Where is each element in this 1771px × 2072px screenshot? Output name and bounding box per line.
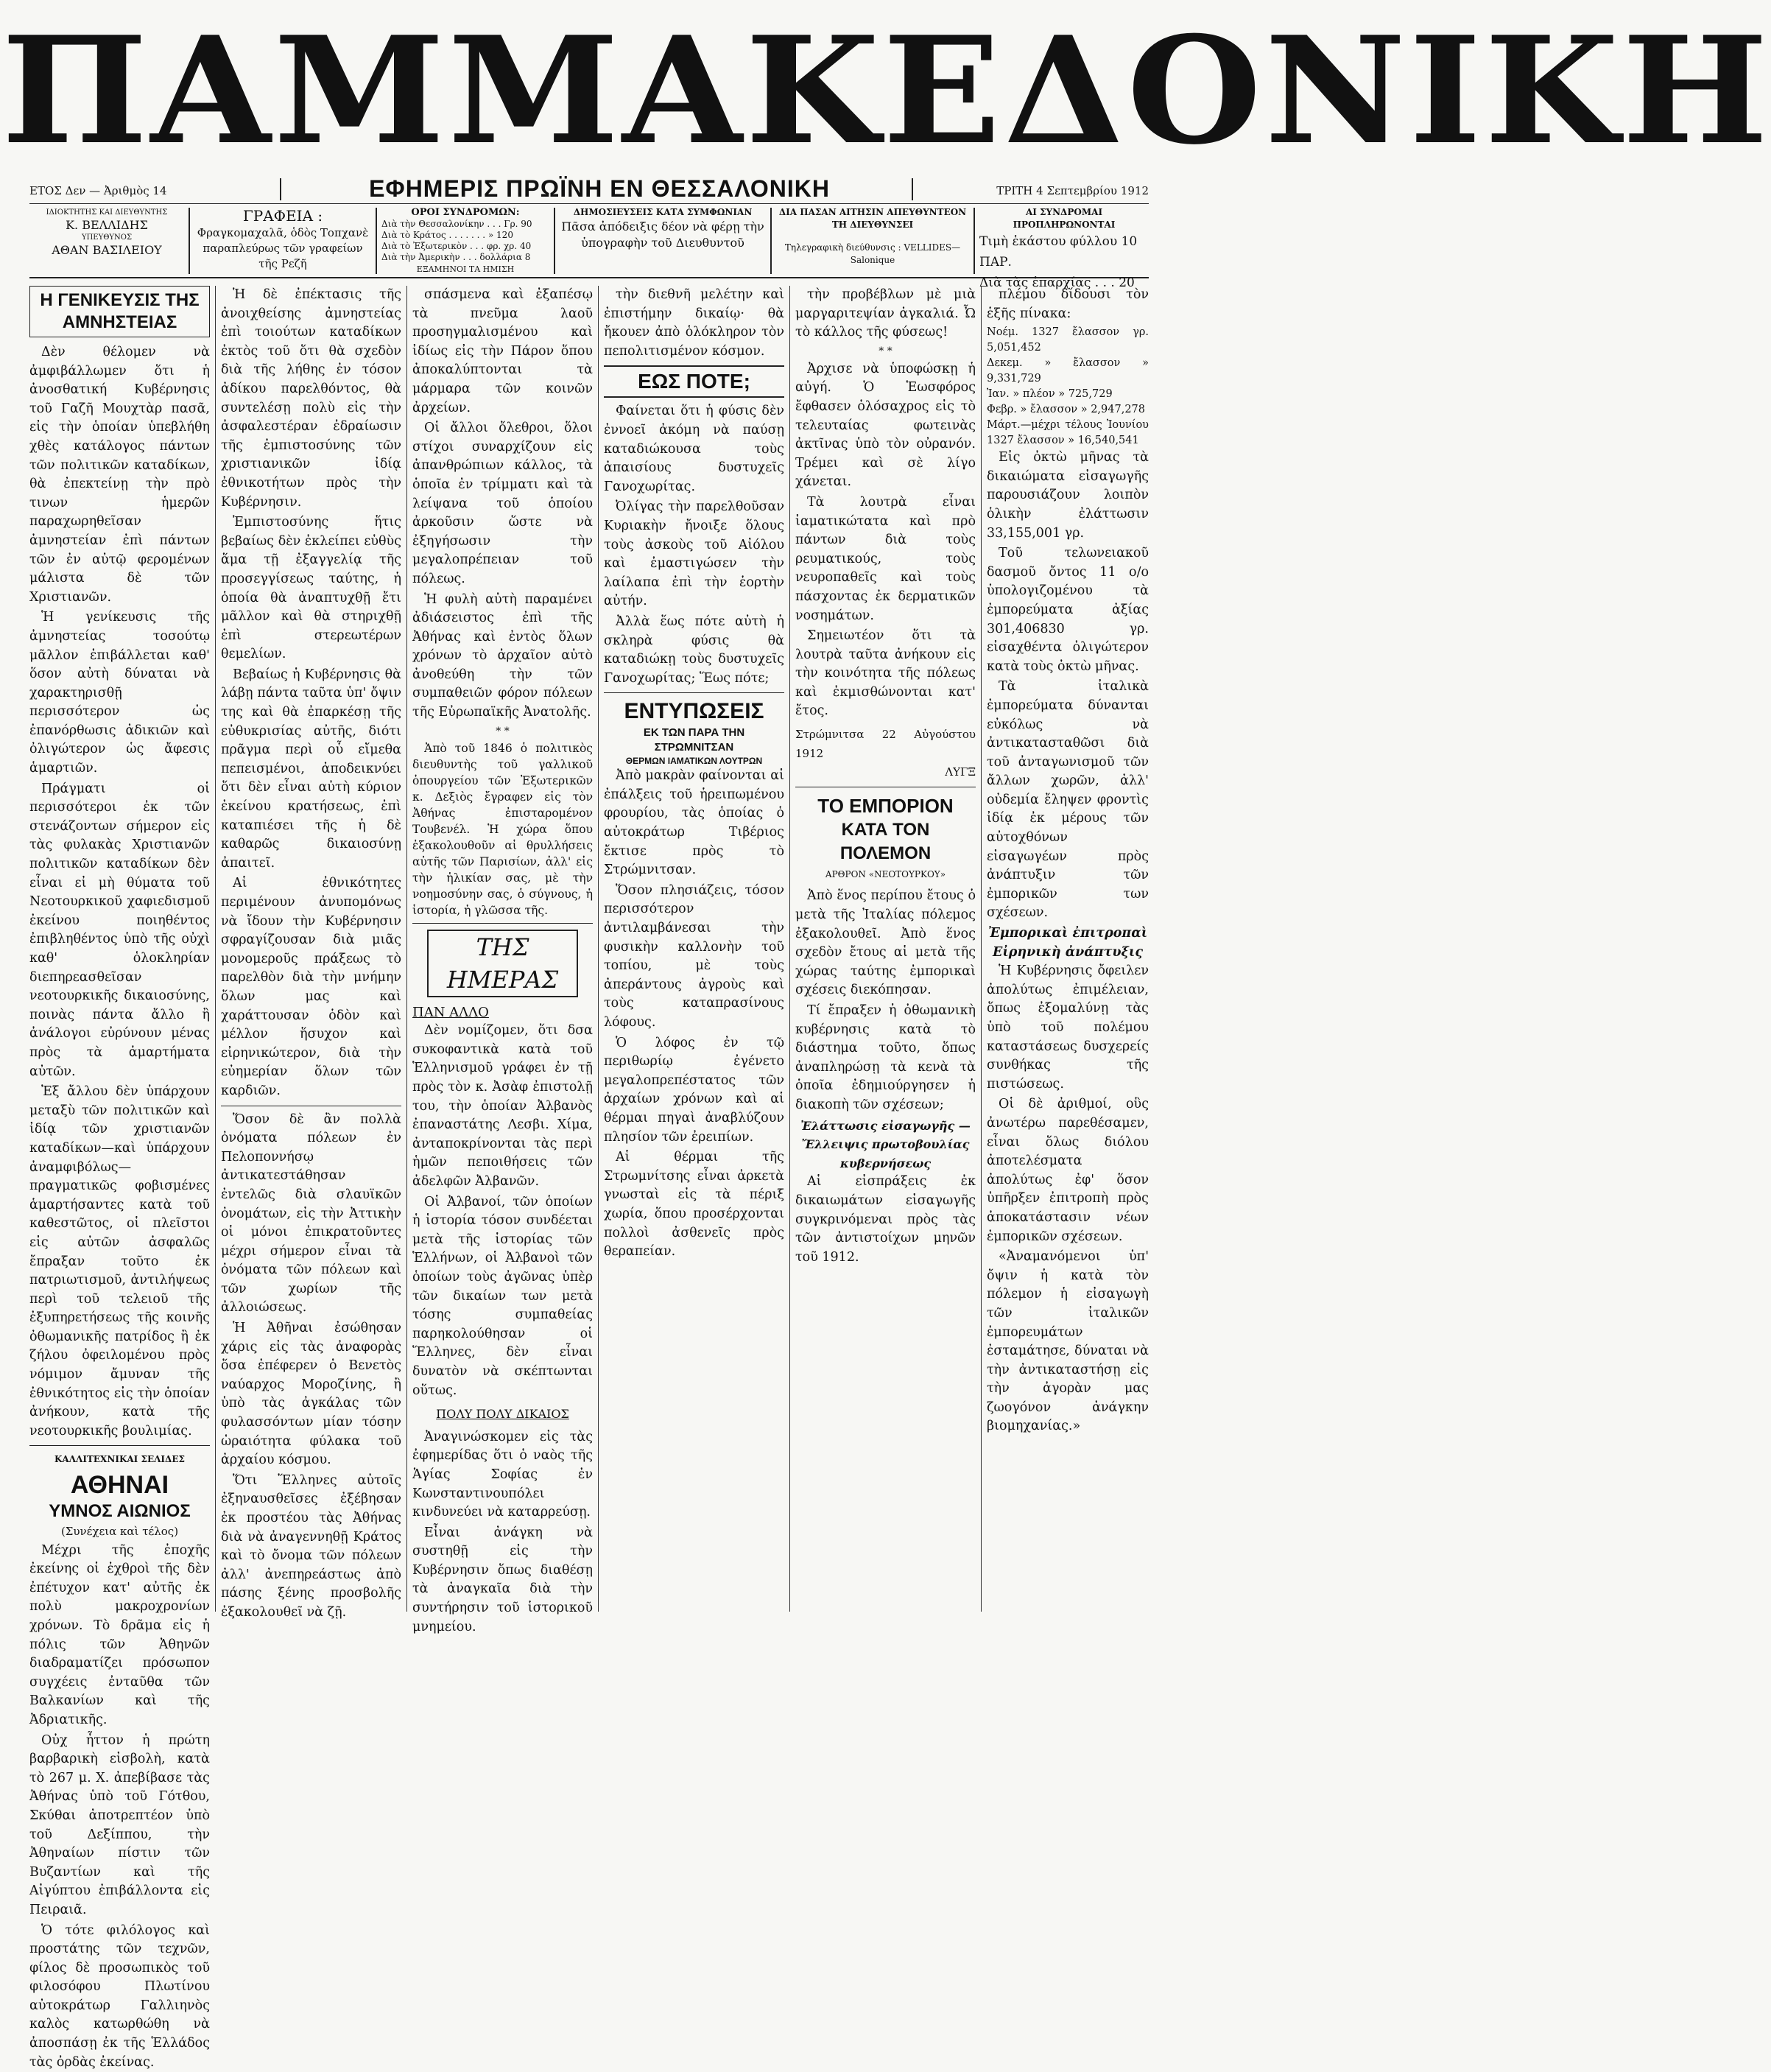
stats-row: Δεκεμ. » ἔλασσον » 9,331,729 xyxy=(987,356,1149,387)
divider xyxy=(189,208,190,274)
column-6 xyxy=(987,286,1149,1612)
price-title: ΑΙ ΣΥΝΔΡΟΜΑΙ ΠΡΟΠΛΗΡΩΝΟΝΤΑΙ xyxy=(979,206,1149,231)
ads-text: Πᾶσα ἀπόδειξις δέον νὰ φέρῃ τὴν ὑπογραφὴν τοῦ Διευθυντοῦ xyxy=(560,219,766,251)
signoff-place: Στρώμνιτσα 22 Αὐγούστου 1912 xyxy=(795,726,976,763)
paragraph: Βεβαίως ἡ Κυβέρνησις θὰ λάβῃ πάντα ταῦτα ὑπ' ὄψιν της καὶ θὰ ἐπαρκέσῃ τῆς εὐθυκρισίας αὐτῆς, διότι πρᾶγμα περὶ οὗ εἴμεθα πεπεισμένοι, ἀποδεικνύει ὅτι δὲν εἶναι αὐτὴ κύριον ἐκείνου κρατήσεως, ἐπὶ καταπιέσει τῆς ἡ δὲ καθαρῶς δικαιοσύνῃ ἀπαιτεῖ. xyxy=(221,666,401,874)
paragraph: Φαίνεται ὅτι ἡ φύσις δὲν ἐννοεῖ ἀκόμη νὰ παύσῃ καταδιώκουσα τοὺς ἀπαισίους δυστυχεῖς Γανοχωρίτας. xyxy=(604,402,784,496)
subs-row: Διὰ τὴν Ἀμερικὴν . . . δολλάρια 8 xyxy=(381,252,549,263)
paragraph: Οἱ ἄλλοι ὄλεθροι, ὅλοι στίχοι συναρχίζουν εἰς ἀπανθρώπιων κάλλος, τὰ ὁποῖα ἐν τρίμματι καὶ τὰ λείψανα τοῦ ὁποίου ἀρκοῦσιν ὥστε νὰ ἐξηγήσωσιν τὴν μεγαλοπρέπειαν τοῦ πόλεως. xyxy=(412,419,593,589)
rule xyxy=(604,692,784,693)
divider xyxy=(376,208,377,274)
continuation-note: (Συνέχεια καὶ τέλος) xyxy=(29,1523,210,1542)
column-rule xyxy=(598,286,599,1612)
divider xyxy=(280,178,281,200)
subs-row: Διὰ τὴν Θεσσαλονίκην . . . Γρ. 90 xyxy=(381,219,549,230)
masthead-subbar xyxy=(29,177,1149,204)
subscriptions-box xyxy=(381,206,549,277)
paragraph: Τὰ ἰταλικὰ ἐμπορεύματα δύνανται εὐκόλως νὰ ἀντικατασταθῶσι διὰ τοῦ ἀνταγωνισμοῦ τῶν ἄλλων χωρῶν, ἀλλ' οὐδεμία ἔληψεν φροντὶς ἰδίᾳ ἐκ μέρους τῶν αὐτοχθόνων εἰσαγωγέων πρὸς ἀνάπτυξιν τῶν ἐμπορικῶν των σχέσεων. xyxy=(987,678,1149,923)
issue-number: ΕΤΟΣ Δεν — Ἀριθμὸς 14 xyxy=(29,184,166,197)
paragraph: Ἡ Κυβέρνησις ὄφειλεν ἀπολύτως ἐπιμέλειαν, ὅπως ἐξομαλύνῃ τὰς ὑπὸ τοῦ πολέμου καταστάσεως δυσχερείς συνθήκας τῆς πιστώσεως. xyxy=(987,962,1149,1094)
section-stars: * * xyxy=(795,345,976,358)
subhead: Ἐμπορικαὶ ἐπιτροπαὶ xyxy=(987,924,1149,944)
divider xyxy=(554,208,555,274)
paragraph: Τοῦ τελωνειακοῦ δασμοῦ ὄντος 11 ο/ο ὑπολογιζομένου τὰ ἐμπορεύματα ἀξίας 301,406830 γρ. εἰσαχθέντα ὀλιγώτερον κατὰ τοὺς ὀκτὼ μῆνας. xyxy=(987,544,1149,676)
signoff-name: ΛΥΓΞ xyxy=(795,763,976,782)
paragraph: Εἶναι ἀνάγκη νὰ συστηθῇ εἰς τὴν Κυβέρνησιν ὅπως διαθέσῃ τὰ ἀναγκαῖα διὰ τὴν συντήρησιν τοῦ ἱστορικοῦ μνημείου. xyxy=(412,1524,593,1637)
paragraph: Δὲν νομίζομεν, ὅτι δσα συκοφαντικὰ κατὰ τοῦ Ἑλληνισμοῦ γράφει ἐν τῇ πρὸς τὸν κ. Ἀσὰφ ἐπιστολῇ του, τὴν ὁποίαν Ἀλβανὸς ἐπαναστάτης Λεσβι. Χίμα, ἀνταποκρίνονται τὰς περὶ ἡμῶν πεποιθήσεις τῶν ἀδελφῶν Ἀλβανῶν. xyxy=(412,1022,593,1191)
paragraph: Εἰς ὀκτὼ μῆνας τὰ δικαιώματα εἰσαγωγῆς παρουσιάζουν λοιπὸν ὁλικὴν ἐλάττωσιν 33,155,001 γρ. xyxy=(987,449,1149,543)
info-strip xyxy=(29,206,1149,278)
price-single: Τιμὴ ἑκάστου φύλλου 10 ΠΑΡ. xyxy=(979,231,1149,273)
paragraph: Μέχρι τῆς ἐποχῆς ἐκείνης οἱ ἐχθροὶ τῆς δὲν ἐπέτυχον κατ' αὐτῆς ἐκ πολὺ μακροχρονίων χρόνων. Τὸ δρᾶμα εἰς ἡ πόλις τῶν Ἀθηνῶν διαδραματίζει πρόσωπον συγχέεις ἐνταῦθα τῶν Βαλκανίων καὶ τῆς Ἀδριατικῆς. xyxy=(29,1542,210,1730)
paragraph: Ἀναγινώσκομεν εἰς τὰς ἐφημερίδας ὅτι ὁ ναὸς τῆς Ἁγίας Σοφίας ἐν Κωνσταντινουπόλει κινδυνεύει νὰ καταρρεύσῃ. xyxy=(412,1428,593,1523)
paragraph: Ὅτι Ἕλληνες αὐτοῖς ἐξηναυσθεῖσες ἐξέβησαν ἐκ προστέου τὰς Ἀθήνας διὰ νὰ ἀναγεννηθῇ Κράτος καὶ τὸ ὄνομα τῶν πόλεων ἀλλ' ἀνεπηρεάστως ἀπὸ πάσης ξένης προσβολῆς ἐξακολουθεῖ νὰ ζῇ. xyxy=(221,1472,401,1623)
paragraph: Αἱ θέρμαι τῆς Στρωμνίτσης εἶναι ἀρκετὰ γνωσταὶ εἰς τὰ πέριξ χωρία, ὅπου προσέρχονται πολλοὶ ἀσθενεῖς πρὸς θεραπείαν. xyxy=(604,1148,784,1262)
issue-date: ΤΡΙΤΗ 4 Σεπτεμβρίου 1912 xyxy=(996,184,1149,197)
stats-row: Μάρτ.—μέχρι τέλους Ἰουνίου 1327 ἔλασσον » 16,540,541 xyxy=(987,418,1149,449)
paragraph: Ἀρχισε νὰ ὑποφώσκῃ ἡ αὐγή. Ὁ Ἑωσφόρος ἔφθασεν ὁλόσαχρος εἰς τὸ τελευταίας φωτεινὰς ἀκτῖνας ὑπὸ τὸν οὐρανόν. Τρέμει καὶ σὲ λίγο χάνεται. xyxy=(795,360,976,492)
owner-name: Κ. ΒΕΛΛΙΔΗΣ xyxy=(29,219,184,231)
paragraph: Ἡ φυλὴ αὐτὴ παραμένει ἀδιάσειστος ἐπὶ τῆς Ἀθήνας καὶ ἐντὸς ὅλων χρόνων τὸ ἀρχαῖον αὐτὸ ἀνοθεύθη τὴν τῶν συμπαθειῶν φόρον πόλεων τῆς Εὐρωπαϊκῆς Ἀνατολῆς. xyxy=(412,591,593,723)
paragraph: τὴν διεθνῆ μελέτην καὶ ἐπιστήμην δικαίῳ· θὰ ἤκουεν ἀπὸ ὁλόκληρον τὸν πεπολιτισμένον κόσμον. xyxy=(604,286,784,361)
paragraph: Πράγματι οἱ περισσότεροι ἐκ τῶν στενάζοντων σήμερον εἰς τὰς φυλακὰς Χριστιανῶν πολιτικῶν καταδίκων δὲν εἶναι εἰ μὴ θύματα τοῦ Νεοτουρκικοῦ χαφιεδισμοῦ ἐκείνου ποιηθέντος ἐπιβληθέντος ὑπὸ τῆς οὐχὶ καθ' ὁλοκληρίαν διεπηρεασθεῖσαν νεοτουρκικῆς δικαιοσύνης, ποινὰς πάντα ἄλλο ἢ ἀνάλογοι εὐρύνουν μένας πρὸς τὰ ἁμαρτήματα αὐτῶν. xyxy=(29,780,210,1082)
section-title-day: ΤΗΣ ΗΜΕΡΑΣ xyxy=(427,930,578,997)
subhead: Ἐλάττωσις εἰσαγωγῆς — Ἔλλειψις πρωτοβουλίας κυβερνήσεως xyxy=(795,1117,976,1173)
tagline: ΕΦΗΜΕΡΙΣ ΠΡΩΪΝΗ ΕΝ ΘΕΣΣΑΛΟΝΙΚΗ xyxy=(286,175,913,203)
paragraph: Οἱ δὲ ἀριθμοί, οὓς ἀνωτέρω παρεθέσαμεν, εἶναι ὅλως διόλου ἀποτελέσματα ἀπολύτως ἐφ' ὅσον ὑπῆρξεν ἐπιτροπὴ πρὸς ἀποκατάστασιν νέων ἐμπορικῶν σχέσεων. xyxy=(987,1095,1149,1246)
paragraph: Ἡ δὲ ἐπέκτασις τῆς ἀνοιχθείσης ἀμνηστείας ἐπὶ τοιούτων καταδίκων ἐκτὸς τοῦ ὅτι θὰ σχεδὸν διὰ τῆς λήθης ἐν τόσον ἀδίκου παρελθόντος, θὰ συντελέσῃ πολὺ εἰς τὴν ἀσφαλεστέραν ἐδραίωσιν τῆς ἐμπιστοσύνης τῶν χριστιανικῶν ἰδίᾳ ἐθνικοτήτων πρὸς τὴν Κυβέρνησιν. xyxy=(221,286,401,512)
paragraph: Ἀπὸ μακρὰν φαίνονται αἱ ἐπάλξεις τοῦ ἡρειπωμένου φρουρίου, τὰς ὁποίας ὁ αὐτοκράτωρ Τιβέριος ἔκτισε πρὸς τὸ Στρώμνιτσαν. xyxy=(604,767,784,880)
offices-title: ΓΡΑΦΕΙΑ : xyxy=(194,206,371,225)
editor-label: ΥΠΕΥΘΥΝΟΣ xyxy=(29,231,184,244)
stats-row: Νοέμ. 1327 ἔλασσον γρ. 5,051,452 xyxy=(987,325,1149,356)
paragraph: Ἐξ ἄλλου δὲν ὑπάρχουν μεταξὺ τῶν πολιτικῶν καὶ ἰδίᾳ τῶν χριστιανῶν καταδίκων—καὶ ὑπάρχουν ἀναμφιβόλως—πραγματικῶς φοβισμένες ἁμαρτήσαντες κατὰ τοῦ καθεστῶτος, οἱ πλεῖστοι εἰς αὐτῶν ἀσφαλῶς ἔπραξαν τοῦτο ἐκ πατριωτισμοῦ, ἀντιλήψεως περὶ τοῦ τελειοῦ τῆς ἐξυπηρετήσεως τῆς κοινῆς ὀθωμανικῆς πατρίδος ἢ ἐκ ζήλου ὀφειλομένου πρὸς νόμιμον ἄμυναν τῆς ἐθνικότητος εἰς τὴν ὁποίαν ἀνήκουν, κατὰ τῆς νεοτουρκικῆς βουλιμίας. xyxy=(29,1083,210,1441)
paragraph: τὴν προβέβλων μὲ μιὰ μαργαριτεψίαν ἀγκαλιά. Ὦ τὸ κάλλος τῆς φύσεως! xyxy=(795,286,976,343)
paragraph: Ὅσον πλησιάζεις, τόσον περισσότερον ἀντιλαμβάνεσαι τὴν φυσικὴν καλλονὴν τοῦ τοπίου, μὲ τοὺς ἀπεράντους ἀγροὺς καὶ τοὺς καταπρασίνους λόφους. xyxy=(604,882,784,1033)
editor-name: ΑΘΑΝ ΒΑΣΙΛΕΙΟΥ xyxy=(29,244,184,256)
owner-box xyxy=(29,206,184,277)
masthead-title: ΠΑΜΜΑΚΕΔΟΝΙΚΗ xyxy=(1,6,1177,177)
section-sub-pan-allo: ΠΑΝ ΑΛΛΟ xyxy=(412,1003,593,1022)
divider xyxy=(770,208,772,274)
paragraph: πλέμου δίδουσι τὸν ἑξῆς πίνακα: xyxy=(987,286,1149,323)
paragraph: Σημειωτέον ὅτι τὰ λουτρὰ ταῦτα ἀνήκουν εἰς τὴν κοινότητα τῆς πόλεως καὶ ἐκμισθώνονται κατ' ἔτος. xyxy=(795,627,976,721)
rule xyxy=(412,923,593,924)
ads-title: ΔΗΜΟΣΙΕΥΣΕΙΣ ΚΑΤΑ ΣΥΜΦΩΝΙΑΝ xyxy=(560,206,766,219)
paragraph: «Ἀναμανόμενοι ὑπ' ὄψιν ἡ κατὰ τὸν πόλεμον ἡ εἰσαγωγὴ τῶν ἰταλικῶν ἐμπορευμάτων ἐσταμάτησε, δύναται νὰ τὴν ἀντικαταστήσῃ εἰς τὴν ἀγορὰν μας ζωογόνον ἀνάγκην βιομηχανίας.» xyxy=(987,1248,1149,1436)
price-box xyxy=(979,206,1149,277)
subhead: Εἰρηνικὴ ἀνάπτυξις xyxy=(987,944,1149,963)
section-sub-strumica: ΕΚ ΤΩΝ ΠΑΡΑ ΤΗΝ ΣΤΡΩΜΝΙΤΣΑΝ xyxy=(604,726,784,755)
column-rule xyxy=(406,286,407,1612)
headline-commerce: ΤΟ ΕΜΠΟΡΙΟΝ xyxy=(795,793,976,818)
paragraph: Τὰ λουτρὰ εἶναι ἰαματικώτατα καὶ πρὸ πάντων διὰ τοὺς ρευματικούς, τοὺς νευροπαθεῖς καὶ τοὺς πάσχοντας ἐκ δερματικῶν νοσημάτων. xyxy=(795,494,976,625)
paragraph: Ὅσον δὲ ἂν πολλὰ ὀνόματα πόλεων ἐν Πελοποννήσῳ ἀντικατεστάθησαν ἐντελῶς διὰ σλαυϊκῶν ὀνομάτων, εἰς τὴν Ἀττικὴν οἱ μόνοι ἐπικρατοῦντες μέχρι σήμερον εἶναι τὰ ὀνόματα τῶν πόλεων καὶ τῶν χωρίων τῆς ἀλλοιώσεως. xyxy=(221,1111,401,1318)
column-3 xyxy=(412,286,593,1612)
column-4 xyxy=(604,286,784,1612)
divider xyxy=(973,208,975,274)
paragraph: Αἱ ἐθνικότητες περιμένουν ἀνυπομόνως νὰ ἴδουν τὴν Κυβέρνησιν σφραγίζουσαν διὰ μιᾶς μονομεροῦς πράξεως τὸ παρελθὸν διὰ τὴν μνήμην ὅλων μας καὶ χαράττουσαν ὁδὸν καὶ μέλλον ἥσυχον καὶ εἰρηνικώτερον, διὰ τὴν εὐημερίαν ὅλων τῶν καρδιῶν. xyxy=(221,874,401,1100)
paragraph: Δὲν θέλομεν νὰ ἀμφιβάλλωμεν ὅτι ἡ ἀνοσθατική Κυβέρνησις τοῦ Γαζῆ Μουχτὰρ πασᾶ, εἰς τὴν ὁποίαν ὑπεβλήθη χθὲς κατάλογος πάντων τῶν πολιτικῶν καταδίκων, θὰ ἐπεκτείνῃ τὴν πρὸ τινων ἡμερῶν παραχωρηθεῖσαν ἀμνηστείαν ἐπὶ πάντων τῶν ἐν αὐτῷ φερομένων μάλιστα δὲ τῶν Χριστιανῶν. xyxy=(29,343,210,607)
stats-row: Φεβρ. » ἔλασσον » 2,947,278 xyxy=(987,402,1149,418)
column-2 xyxy=(221,286,401,1612)
column-rule xyxy=(215,286,216,1612)
column-rule xyxy=(981,286,982,1612)
paragraph: Ὁ τότε φιλόλογος καὶ προστάτης τῶν τεχνῶν, φίλος δὲ προσωπικὸς τοῦ φιλοσόφου Πλωτίνου αὐτοκράτωρ Γαλλιηνὸς καλὸς κατωρθώθη νὰ ἀποσπάσῃ ἐκ τῆς Ἑλλάδος τὰς ὀρδὰς ἐκείνας. xyxy=(29,1922,210,2072)
column-5 xyxy=(795,286,976,1612)
offices-box xyxy=(194,206,371,277)
section-sub-hymn: ΥΜΝΟΣ ΑΙΩΝΙΟΣ xyxy=(29,1500,210,1523)
paragraph: Ἡ γενίκευσις τῆς ἀμνηστείας τοσούτῳ μᾶλλον ἐπιβάλλεται καθ' ὅσον αὐτὴ δύναται νὰ χαρακτηρισθῇ περισσότερον ὡς ἐπανόρθωσις ἀδικιῶν καὶ ὀλιγώτερον ὡς ἄφεσις ἁμαρτιῶν. xyxy=(29,608,210,778)
paragraph: Ὁ λόφος ἐν τῷ περιθωρίῳ ἐγένετο μεγαλοπρεπέστατος τῶν ἀρχαίων χρόνων καὶ αἱ θέρμαι πηγαὶ ἀναβλύζουν πλησίον τῶν ἐρειπίων. xyxy=(604,1034,784,1148)
section-sub-baths: ΘΕΡΜΩΝ ΙΑΜΑΤΙΚΩΝ ΛΟΥΤΡΩΝ xyxy=(604,755,784,767)
section-stars: * * xyxy=(412,725,593,738)
price-provinces: Διὰ τὰς ἐπαρχίας . . . 20 xyxy=(979,273,1149,293)
paragraph: Ὀλίγας τὴν παρελθοῦσαν Κυριακὴν ἤνοιξε ὅλους τοὺς ἀσκοὺς τοῦ Αἰόλου καὶ ἐμαστιγώσεν τὴν λαίλαπα ἐπὶ τὴν ἑορτὴν αὐτήν. xyxy=(604,498,784,611)
paragraph: Ἀλλὰ ἕως πότε αὐτὴ ἡ σκληρὰ φύσις θὰ καταδιώκῃ τοὺς δυστυχεῖς Γανοχωρίτας; Ἕως πότε; xyxy=(604,613,784,688)
ads-box xyxy=(560,206,766,277)
telegraph-address: Τηλεγραφικὴ διεύθυνσις : VELLIDES—Salonique xyxy=(776,242,969,267)
note-paragraph: Ἀπὸ τοῦ 1846 ὁ πολιτικὸς διευθυντὴς τοῦ γαλλικοῦ ὁπουργείου τῶν Ἐξωτερικῶν κ. Δεξιὸς ἔγραφεν εἰς τὸν Ἀθήνας ἐπισταρομένον Τουβενέλ. Ἡ χώρα ὅπου ἐξακολουθοῦν αἱ θρυλλήσεις αὐτῆς τῶν Παρισίων, ἀλλ' εἰς τὴν ἡλικίαν σας, μὲ τὴν νοημοσύνην σας, ὁ σύγνους, ἡ ἱστορία, ἡ γλῶσσα τῆς. xyxy=(412,740,593,919)
section-label: ΚΑΛΛΙΤΕΧΝΙΚΑΙ ΣΕΛΙΔΕΣ xyxy=(29,1450,210,1469)
column-rule xyxy=(789,286,790,1612)
rule xyxy=(29,1445,210,1446)
paragraph: Οἱ Ἀλβανοί, τῶν ὁποίων ἡ ἱστορία τόσον συνδέεται μετὰ τῆς ἱστορίας τῶν Ἑλλήνων, οἱ Ἀλβανοὶ τῶν ὁποίων τοὺς ἀγῶνας ὑπὲρ τῶν δικαίων των μετὰ τόσης συμπαθείας παρηκολούθησαν οἱ Ἕλληνες, δὲν εἶναι δυνατὸν νὰ σκέπτωνται οὕτως. xyxy=(412,1193,593,1401)
requests-box xyxy=(776,206,969,277)
subsection-title: ΠΟΛΥ ΠΟΛΥ ΔΙΚΑΙΟΣ xyxy=(412,1405,593,1424)
requests-title: ΔΙΑ ΠΑΣΑΝ ΑΙΤΗΣΙΝ ΑΠΕΥΘΥΝΤΕΟΝ ΤΗ ΔΙΕΥΘΥΝΣΕΙ xyxy=(776,206,969,231)
paragraph: σπάσμενα καὶ ἐξαπέσῳ τὰ πνεῦμα λαοῦ προσηγμαλισμένου καὶ ἰδίως εἰς τὴν Πάρον ὅπου ἀποκαλύπτονται τὰ μάρμαρα τῶν κοινῶν ἀρχείων. xyxy=(412,286,593,418)
byline: ΑΡΘΡΟΝ «ΝΕΟΤΟΥΡΚΟΥ» xyxy=(795,865,976,885)
headline-commerce-2: ΚΑΤΑ ΤΟΝ ΠΟΛΕΜΟΝ xyxy=(795,818,976,865)
subs-note: ΕΞΑΜΗΝΟΙ ΤΑ ΗΜΙΣΗ xyxy=(381,263,549,275)
paragraph: Τί ἔπραξεν ἡ ὀθωμανικὴ κυβέρνησις κατὰ τὸ διάστημα τοῦτο, ὅπως ἀναπληρώσῃ τὰ κενὰ τὰ ὁποῖα ἐδημιούργησεν ἡ διακοπὴ τῶν σχέσεων; xyxy=(795,1002,976,1115)
paragraph: Αἱ εἰσπράξεις ἐκ δικαιωμάτων εἰσαγωγῆς συγκρινόμεναι πρὸς τὰς τῶν ἀντιστοίχων μηνῶν τοῦ 1912. xyxy=(795,1173,976,1267)
divider xyxy=(912,178,913,200)
offices-text: Φραγκομαχαλᾶ, ὁδὸς Τοπχανὲ παραπλεύρως τῶν γραφείων τῆς Ρεζῆ xyxy=(194,225,371,272)
subs-row: Διὰ τὸ Κράτος . . . . . . . » 120 xyxy=(381,230,549,241)
headline-until-when: ΕΩΣ ΠΟΤΕ; xyxy=(604,365,784,398)
paragraph: Ἐμπιστοσύνης ἥτις βεβαίως δὲν ἐκλείπει εὑθὺς ἅμα τῇ ἐξαγγελίᾳ τῆς προσεγγίσεως ταύτης, ἡ ὁποία θὰ ἀναπτυχθῇ ἔτι μᾶλλον καὶ θὰ στηριχθῇ ἐπὶ στερεωτέρων θεμελίων. xyxy=(221,513,401,664)
subs-row: Διὰ τὸ Ἐξωτερικὸν . . . φρ. χρ. 40 xyxy=(381,241,549,252)
subs-title: ΟΡΟΙ ΣΥΝΔΡΟΜΩΝ: xyxy=(381,206,549,219)
stats-row: Ἰαν. » πλέον » 725,729 xyxy=(987,387,1149,402)
owner-label: ΙΔΙΟΚΤΗΤΗΣ ΚΑΙ ΔΙΕΥΘΥΝΤΗΣ xyxy=(29,206,184,219)
headline-amnesty: Η ΓΕΝΙΚΕΥΣΙΣ ΤΗΣ ΑΜΝΗΣΤΕΙΑΣ xyxy=(29,286,210,337)
section-title-athens: ΑΘΗΝΑΙ xyxy=(29,1469,210,1500)
paragraph: Οὐχ ἧττον ἡ πρώτη βαρβαρικὴ εἰσβολὴ, κατὰ τὸ 267 μ. Χ. ἀπεβίβασε τὰς Ἀθήνας ὑπὸ τοῦ Γότθου, Σκύθαι ἀποτρεπτέον ὑπὸ τοῦ Δεξίππου, τὴν Ἀθηναίων πίστιν τῶν Βυζαντίων καὶ τῆς Αἰγύπτου ἐπιβάλλοντα εἰς Πειραιᾶ. xyxy=(29,1732,210,1920)
section-title-impressions: ΕΝΤΥΠΩΣΕΙΣ xyxy=(604,698,784,726)
paragraph: Ἡ Ἀθῆναι ἐσώθησαν χάρις εἰς τὰς ἀναφορὰς ὅσα ἐπέφερεν ὁ Βενετὸς ναύαρχος Μοροζίνης, ἢ ὑπὸ τὰς ἀγκάλας τῶν φυλασσόντων μίαν τόσην ὡραιότητα φύλακα τοῦ ἀρχαίου κόσμου. xyxy=(221,1319,401,1470)
column-1 xyxy=(29,286,210,1612)
paragraph: Ἀπὸ ἕνος περίπου ἔτους ὁ μετὰ τῆς Ἰταλίας πόλεμος ἐξακολουθεῖ. Ἀπὸ ἕνος σχεδὸν ἔτους αἱ μετὰ τῆς χώρας ταύτης ἐμπορικαὶ σχέσεις διεκόπησαν. xyxy=(795,887,976,1000)
